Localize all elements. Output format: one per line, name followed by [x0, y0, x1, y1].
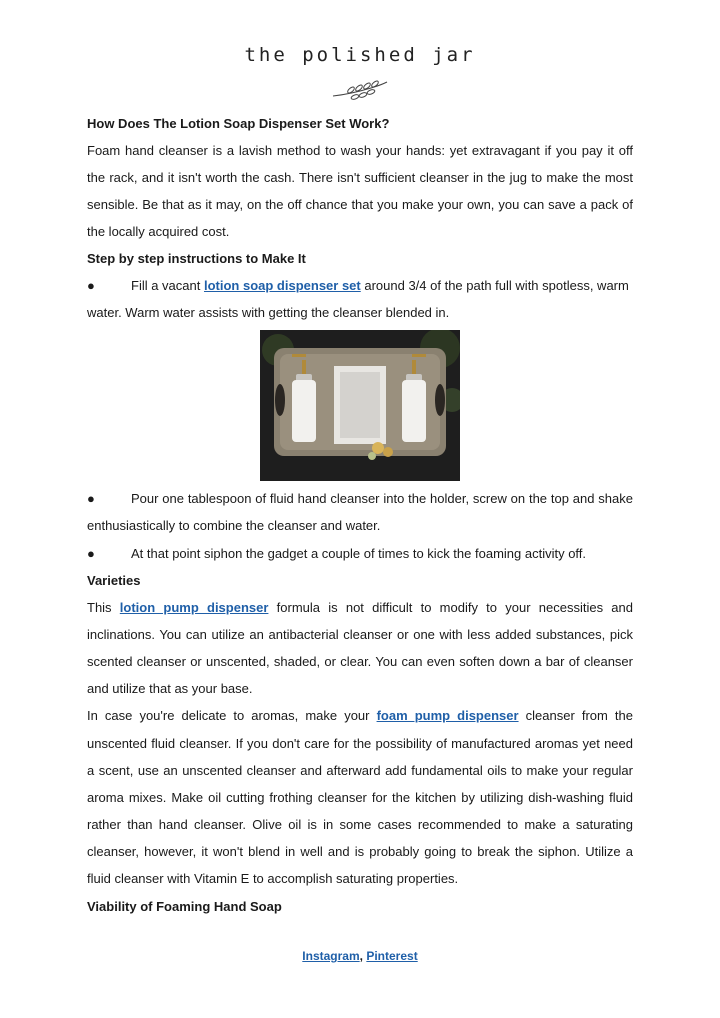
- paragraph-text: This: [87, 600, 120, 615]
- paragraph-line: rather than hand cleanser. Olive oil is in some cases recommended to make a saturating: [87, 817, 633, 832]
- paragraph-text: In case you're delicate to aromas, make your: [87, 708, 377, 723]
- lotion-soap-dispenser-set-link[interactable]: lotion soap dispenser set: [203, 278, 361, 293]
- foam-pump-dispenser-link[interactable]: foam pump dispenser: [376, 708, 519, 723]
- heading-instructions: Step by step instructions to Make It: [87, 251, 306, 266]
- paragraph-text: cleanser from the: [525, 708, 633, 723]
- bullet-text: Pour one tablespoon of fluid hand cleanser into the holder, screw on the top and shake: [131, 491, 633, 506]
- bullet-item: [87, 278, 633, 293]
- bullet-item: [87, 546, 633, 561]
- paragraph-line: the rack, and it isn't worth the cash. There isn't sufficient cleanser in the jug to make the most: [87, 170, 633, 185]
- instagram-link[interactable]: Instagram: [302, 949, 360, 963]
- bullet-text: around 3/4 of the path full with spotless, warm: [360, 278, 629, 293]
- paragraph-line: the locally acquired cost.: [87, 224, 230, 239]
- paragraph-line: fluid cleanser with Vitamin E to accomplish saturating properties.: [87, 871, 459, 886]
- bullet-continuation: enthusiastically to combine the cleanser and water.: [87, 518, 381, 533]
- paragraph-line: sensible. Be that as it may, on the off chance that you make your own, you can save a pack of: [87, 197, 633, 212]
- paragraph-line: inclinations. You can utilize an antibacterial cleanser or one with less added substances, pick: [87, 627, 633, 642]
- bullet-text: Fill a vacant: [131, 278, 204, 293]
- footer-separator: ,: [359, 949, 363, 963]
- bullet-icon: ●: [87, 491, 95, 506]
- dispenser-set-photo: [260, 330, 460, 481]
- pinterest-link[interactable]: Pinterest: [366, 949, 418, 963]
- leaf-sprig-icon: [331, 80, 389, 102]
- brand-logo: the polished jar: [244, 44, 476, 66]
- paragraph-line: unscented fluid cleanser. If you don't care for the possibility of manufactured aromas yet need: [87, 736, 633, 751]
- paragraph-line: aroma mixes. Make oil cutting frothing cleanser for the kitchen by utilizing dish-washing fluid: [87, 790, 633, 805]
- paragraph-line: [87, 600, 633, 615]
- heading-how-it-works: How Does The Lotion Soap Dispenser Set Work?: [87, 116, 390, 131]
- paragraph-line: scented cleanser or unscented, shaded, or clear. You can even soften down a bar of cleanser: [87, 654, 633, 669]
- heading-varieties: Varieties: [87, 573, 141, 588]
- footer-links: [0, 949, 720, 963]
- lotion-pump-dispenser-link[interactable]: lotion pump dispenser: [119, 600, 269, 615]
- paragraph-line: and utilize that as your base.: [87, 681, 253, 696]
- paragraph-line: a scent, use an unscented cleanser and afterward add fundamental oils to make your regular: [87, 763, 633, 778]
- bullet-continuation: water. Warm water assists with getting the cleanser blended in.: [87, 305, 450, 320]
- heading-viability: Viability of Foaming Hand Soap: [87, 899, 282, 914]
- bullet-icon: ●: [87, 546, 95, 561]
- paragraph-text: formula is not difficult to modify to your necessities and: [276, 600, 633, 615]
- bullet-icon: ●: [87, 278, 95, 293]
- paragraph-line: Foam hand cleanser is a lavish method to wash your hands: yet extravagant if you pay it off: [87, 143, 633, 158]
- bullet-text: At that point siphon the gadget a couple of times to kick the foaming activity off.: [131, 546, 587, 561]
- bullet-item: [87, 491, 633, 506]
- paragraph-line: cleanser, however, it won't blend in well and is probably going to break the siphon. Utilize a: [87, 844, 633, 859]
- paragraph-line: [87, 708, 633, 723]
